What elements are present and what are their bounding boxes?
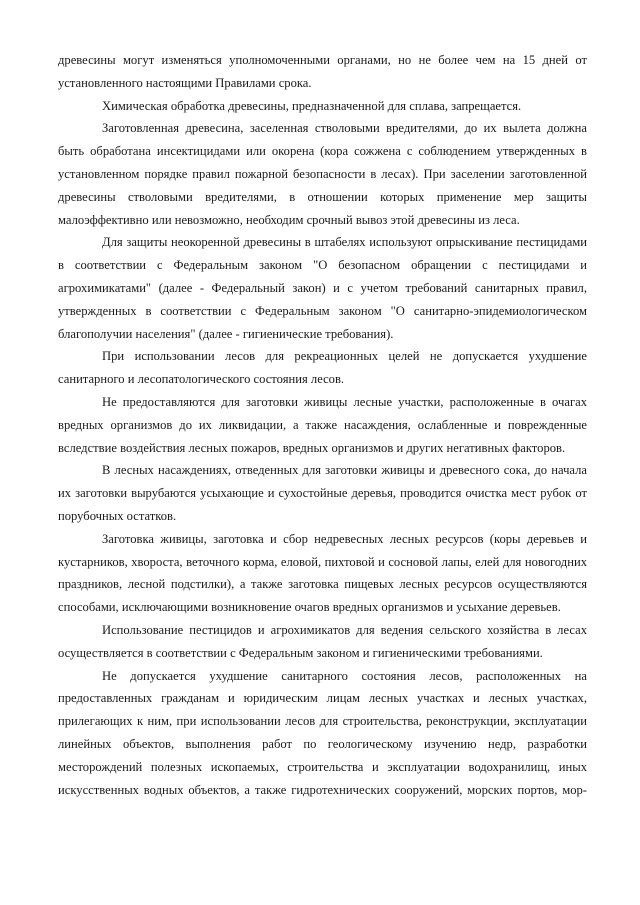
paragraph-non-timber-resources: Заготовка живицы, заготовка и сбор недревесных лесных ресурсов (коры деревьев и кустарников, хвороста, веточного корма, еловой, пихтовой и сосновой лапы, елей для новогодних праздников, лесной подстилки), а также заготовка пищевых лесных ресурсов осуществляются способами, исключающими возникновение очагов вредных организмов и усыхание деревьев. (58, 531, 587, 615)
paragraph-agrochemicals: Использование пестицидов и агрохимикатов для ведения сельского хозяйства в лесах осуществляется в соответствии с Федеральным законом и гигиеническими требованиями. (58, 622, 587, 660)
paragraph-chemical-treatment: Химическая обработка древесины, предназначенной для сплава, запрещается. (102, 98, 522, 113)
paragraph-pesticide-spraying: Для защиты неокоренной древесины в штабелях используют опрыскивание пестицидами в соответствии с Федеральным законом "О безопасном обращении с пестицидами и агрохимикатами" (далее - Федеральный закон) и с учетом требований санитарных правил, утвержденных в соответствии с Федеральным законом "О санитарно-эпидемиологическом благополучии населения" (далее - гигиенические требования). (58, 235, 587, 341)
paragraph-land-use-sanitary: Не допускается ухудшение санитарного состояния лесов, расположенных на предоставленных гражданам и юридическим лицам лесных участках и лесных участках, прилегающих к ним, при использовании лесов для строительства, реконструкции, эксплуатации линейных объектов, выполнения работ по геологическому изучению недр, разработки месторождений полезных ископаемых, строительства и эксплуатации водохранилищ, иных искусственных водных объектов, а также гидротехнических сооружений, морских портов, мор- (58, 668, 587, 797)
paragraph-resin-plots: Не предоставляются для заготовки живицы лесные участки, расположенные в очагах вредных организмов до их ликвидации, а также насаждения, ослабленные и поврежденные вследствие воздействия лесных пожаров, вредных организмов и других негативных факторов. (58, 394, 587, 455)
paragraph-infested-timber: Заготовленная древесина, заселенная стволовыми вредителями, до их вылета должна быть обработана инсектицидами или окорена (кора сожжена с соблюдением утвержденных в установленном порядке правил пожарной безопасности в лесах). При заселении заготовленной древесины стволовыми вредителями, в отношении которых применение мер защиты малоэффективно или невозможно, необходим срочный вывоз этой древесины из леса. (58, 121, 587, 227)
paragraph-resin-sap-stands: В лесных насаждениях, отведенных для заготовки живицы и древесного сока, до начала их заготовки вырубаются усыхающие и сухостойные деревья, проводится очистка мест рубок от порубочных остатков. (58, 463, 587, 523)
paragraph-continuation: древесины могут изменяться уполномоченными органами, но не более чем на 15 дней от установленного настоящими Правилами срока. (58, 53, 587, 90)
paragraph-recreation: При использовании лесов для рекреационных целей не допускается ухудшение санитарного и лесопатологического состояния лесов. (58, 349, 587, 387)
